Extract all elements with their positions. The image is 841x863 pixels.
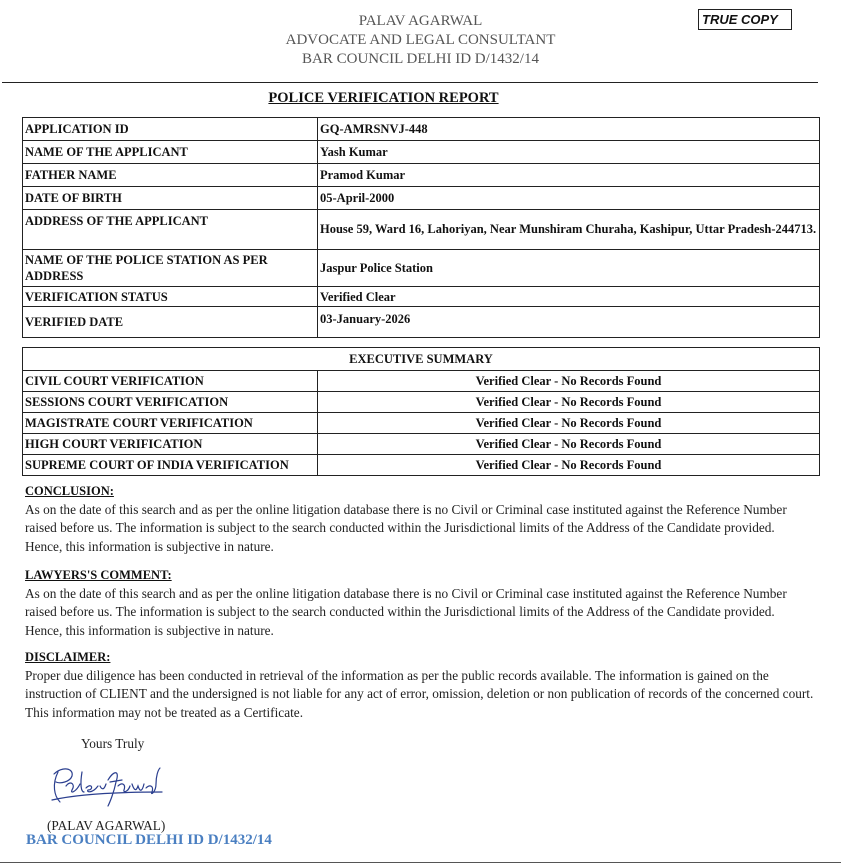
- row-label: FATHER NAME: [23, 164, 318, 187]
- table-row: [23, 307, 820, 338]
- lawyers-comment-section: [25, 566, 815, 640]
- row-value: Verified Clear: [318, 287, 820, 307]
- row-value: Yash Kumar: [318, 141, 820, 164]
- row-value: House 59, Ward 16, Lahoriyan, Near Munshiram Churaha, Kashipur, Uttar Pradesh-244713.: [318, 210, 820, 250]
- table-row: [23, 434, 820, 455]
- table-row: [23, 118, 820, 141]
- applicant-info-table: [22, 117, 820, 338]
- row-value: 05-April-2000: [318, 187, 820, 210]
- report-title: POLICE VERIFICATION REPORT: [268, 90, 499, 106]
- table-row: [23, 392, 820, 413]
- row-value: Verified Clear - No Records Found: [318, 455, 820, 476]
- table-row: [23, 187, 820, 210]
- row-label: CIVIL COURT VERIFICATION: [23, 371, 318, 392]
- advocate-bar-id: BAR COUNCIL DELHI ID D/1432/14: [302, 51, 539, 67]
- row-label: MAGISTRATE COURT VERIFICATION: [23, 413, 318, 434]
- table-row: [23, 141, 820, 164]
- table-header-row: [23, 348, 820, 371]
- row-label: HIGH COURT VERIFICATION: [23, 434, 318, 455]
- row-value: Verified Clear - No Records Found: [318, 392, 820, 413]
- disclaimer-section: [25, 648, 815, 722]
- signatory-name: (PALAV AGARWAL): [47, 818, 166, 833]
- row-value: Verified Clear - No Records Found: [318, 371, 820, 392]
- header-divider: [2, 82, 818, 83]
- row-label: ADDRESS OF THE APPLICANT: [23, 210, 318, 250]
- table-row: [23, 210, 820, 250]
- table-row: [23, 455, 820, 476]
- lawyers-comment-heading: LAWYERS'S COMMENT:: [25, 568, 172, 582]
- advocate-designation: ADVOCATE AND LEGAL CONSULTANT: [285, 32, 556, 48]
- row-label: NAME OF THE POLICE STATION AS PER ADDRESS: [23, 250, 318, 287]
- table-row: [23, 287, 820, 307]
- true-copy-stamp: TRUE COPY: [698, 9, 792, 30]
- executive-summary-title: EXECUTIVE SUMMARY: [23, 348, 820, 371]
- table-row: [23, 250, 820, 287]
- conclusion-section: [25, 482, 815, 556]
- row-label: NAME OF THE APPLICANT: [23, 141, 318, 164]
- row-label: SUPREME COURT OF INDIA VERIFICATION: [23, 455, 318, 476]
- disclaimer-heading: DISCLAIMER:: [25, 650, 111, 664]
- disclaimer-text: Proper due diligence has been conducted in retrieval of the information as per the public records available. The information is gained on the instruction of CLIENT and the undersigned is not liable for any act of error, omission, deletion or non publication of records of the concerned court. This information may not be treated as a Certificate.: [25, 667, 814, 720]
- handwritten-signature: [48, 762, 166, 808]
- row-label: APPLICATION ID: [23, 118, 318, 141]
- row-label: VERIFICATION STATUS: [23, 287, 318, 307]
- signatory-bar-id: BAR COUNCIL DELHI ID D/1432/14: [26, 832, 272, 848]
- row-label: SESSIONS COURT VERIFICATION: [23, 392, 318, 413]
- row-value: 03-January-2026: [318, 307, 820, 338]
- row-value: Jaspur Police Station: [318, 250, 820, 287]
- row-value: Verified Clear - No Records Found: [318, 434, 820, 455]
- row-label: DATE OF BIRTH: [23, 187, 318, 210]
- row-label: VERIFIED DATE: [23, 307, 318, 338]
- table-row: [23, 164, 820, 187]
- row-value: Pramod Kumar: [318, 164, 820, 187]
- row-value: Verified Clear - No Records Found: [318, 413, 820, 434]
- row-value: GQ-AMRSNVJ-448: [318, 118, 820, 141]
- table-row: [23, 371, 820, 392]
- table-row: [23, 413, 820, 434]
- conclusion-text: As on the date of this search and as per the online litigation database there is no Civil or Criminal case instituted against the Reference Number raised before us. The information is subject to the search conducted within the Jurisdictional limits of the Address of the Candidate provided. Hence, this information is subjective in nature.: [25, 501, 787, 554]
- lawyers-comment-text: As on the date of this search and as per the online litigation database there is no Civil or Criminal case instituted against the Reference Number raised before us. The information is subject to the search conducted within the Jurisdictional limits of the Address of the Candidate provided. Hence, this information is subjective in nature.: [25, 585, 787, 638]
- closing-text: Yours Truly: [81, 736, 145, 751]
- advocate-name: PALAV AGARWAL: [358, 13, 483, 29]
- executive-summary-table: [22, 347, 820, 476]
- conclusion-heading: CONCLUSION:: [25, 484, 114, 498]
